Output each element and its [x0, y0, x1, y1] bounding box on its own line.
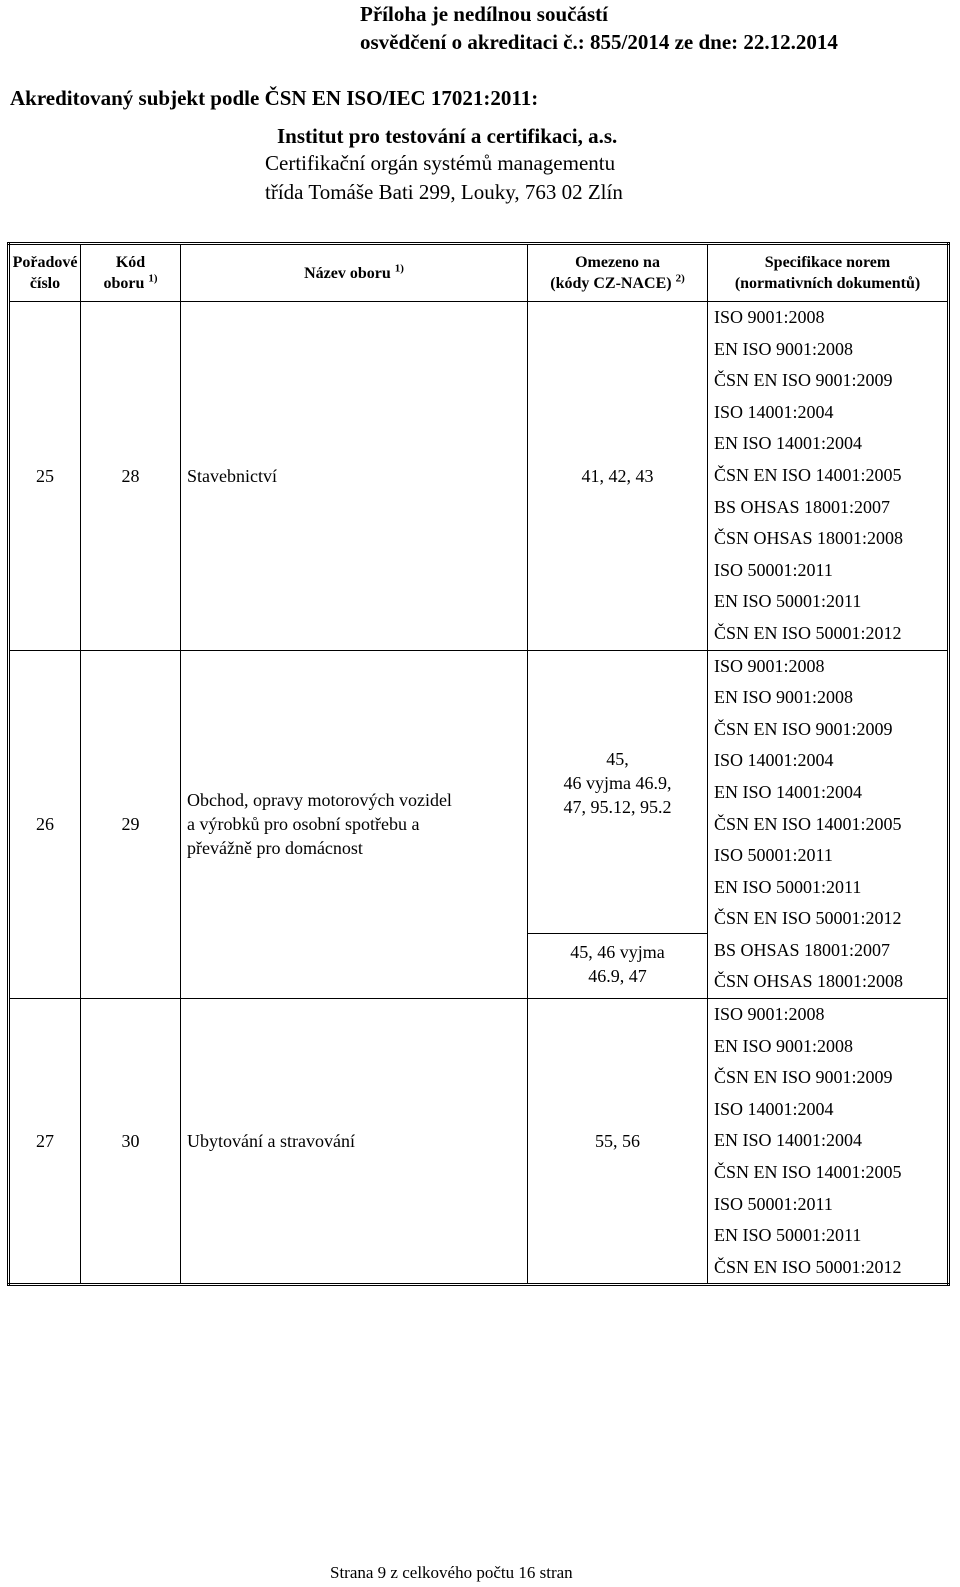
row-code: 29: [81, 650, 181, 999]
annex-note-line2: osvědčení o akreditaci č.: 855/2014 ze dne: 22.12.2014: [360, 30, 838, 54]
spec-item: EN ISO 50001:2011: [714, 591, 862, 612]
table-row: [9, 650, 949, 999]
column-header-code: [81, 244, 181, 302]
row-spec-list: [708, 999, 949, 1285]
spec-item: ČSN EN ISO 9001:2009: [714, 1067, 893, 1088]
spec-item: ČSN EN ISO 50001:2012: [714, 1256, 902, 1277]
row-code: 28: [81, 302, 181, 651]
page-footer: Strana 9 z celkového počtu 16 stran: [330, 1563, 573, 1582]
row-code: 30: [81, 999, 181, 1285]
row-limited-codes: 55, 56: [528, 999, 708, 1285]
certification-body-name: Certifikační orgán systémů managementu: [265, 151, 616, 175]
spec-item: ISO 14001:2004: [714, 1098, 834, 1119]
column-header-order-line1: Pořadové: [12, 254, 78, 271]
spec-item: ČSN EN ISO 14001:2005: [714, 1162, 902, 1183]
spec-item: ČSN OHSAS 18001:2008: [714, 971, 904, 992]
spec-item: ISO 14001:2004: [714, 401, 834, 422]
column-header-order: [9, 244, 81, 302]
spec-item: ISO 14001:2004: [714, 750, 834, 771]
spec-item: EN ISO 50001:2011: [714, 1225, 862, 1246]
spec-item: ČSN EN ISO 50001:2012: [714, 622, 902, 643]
column-header-spec-line2: (normativních dokumentů): [734, 275, 921, 292]
accreditation-scope-table: [7, 242, 950, 1286]
row-limited-codes: [528, 650, 708, 999]
footnote-marker-1b: 1): [394, 262, 404, 275]
table-row: [9, 999, 949, 1285]
spec-item: ISO 50001:2011: [714, 1193, 833, 1214]
footnote-marker-1: 1): [148, 272, 158, 285]
column-header-name: [181, 244, 528, 302]
spec-item: ČSN EN ISO 9001:2009: [714, 718, 893, 739]
row-field-name: Ubytování a stravování: [181, 999, 528, 1285]
row-limited-line: 45, 46 vyjma: [570, 941, 665, 962]
spec-item: BS OHSAS 18001:2007: [714, 496, 891, 517]
row-limited-line: 45,: [606, 748, 629, 769]
spec-item: EN ISO 14001:2004: [714, 781, 862, 802]
row-limited-line: 47, 95.12, 95.2: [563, 796, 672, 817]
spec-item: ČSN OHSAS 18001:2008: [714, 528, 904, 549]
spec-item: ISO 50001:2011: [714, 559, 833, 580]
column-header-code-line2: oboru: [103, 275, 145, 292]
row-limited-line: 46 vyjma 46.9,: [563, 772, 672, 793]
row-order: 26: [9, 650, 81, 999]
column-header-limited-line1: Omezeno na: [575, 254, 660, 271]
column-header-limited-line2: (kódy CZ-NACE): [550, 275, 672, 292]
spec-item: ISO 9001:2008: [714, 307, 825, 327]
column-header-name-label: Název oboru: [304, 264, 391, 282]
row-order: 25: [9, 302, 81, 651]
spec-item: ISO 9001:2008: [714, 1004, 825, 1025]
spec-item: EN ISO 50001:2011: [714, 876, 862, 897]
spec-item: BS OHSAS 18001:2007: [714, 939, 891, 960]
column-header-spec-line1: Specifikace norem: [764, 254, 891, 271]
annex-note-line1: Příloha je nedílnou součástí: [360, 2, 608, 26]
spec-item: EN ISO 9001:2008: [714, 1035, 853, 1056]
spec-item: EN ISO 9001:2008: [714, 338, 853, 359]
institute-address: třída Tomáše Bati 299, Louky, 763 02 Zlín: [265, 180, 623, 204]
row-field-name: [181, 650, 528, 999]
row-order: 27: [9, 999, 81, 1285]
institute-name: Institut pro testování a certifikaci, a.s.: [277, 124, 618, 148]
row-field-name-line: Obchod, opravy motorových vozidel: [187, 790, 452, 811]
column-header-code-line1: Kód: [115, 254, 146, 271]
column-header-order-line2: číslo: [29, 275, 61, 292]
row-field-name-line: převážně pro domácnost: [187, 838, 363, 859]
row-field-name: Stavebnictví: [181, 302, 528, 651]
table-header-row: [9, 244, 949, 302]
row-field-name-line: a výrobků pro osobní spotřebu a: [187, 814, 420, 835]
spec-item: ČSN EN ISO 9001:2009: [714, 370, 893, 391]
row-limited-line: 46.9, 47: [588, 965, 647, 986]
spec-item: ČSN EN ISO 50001:2012: [714, 908, 902, 929]
spec-item: EN ISO 14001:2004: [714, 1130, 862, 1151]
footnote-marker-2: 2): [675, 272, 685, 285]
column-header-limited: [528, 244, 708, 302]
row-spec-list: [708, 302, 949, 651]
row-spec-list: [708, 650, 949, 999]
spec-item: ISO 50001:2011: [714, 845, 833, 866]
row-limited-codes: 41, 42, 43: [528, 302, 708, 651]
table-row: [9, 302, 949, 651]
spec-item: EN ISO 9001:2008: [714, 687, 853, 708]
spec-item: ČSN EN ISO 14001:2005: [714, 813, 902, 834]
spec-item: EN ISO 14001:2004: [714, 433, 862, 454]
spec-item: ISO 9001:2008: [714, 655, 825, 676]
column-header-spec: [708, 244, 949, 302]
spec-item: ČSN EN ISO 14001:2005: [714, 464, 902, 485]
accredited-subject-label: Akreditovaný subjekt podle ČSN EN ISO/IEC 17021:2011:: [10, 86, 539, 110]
